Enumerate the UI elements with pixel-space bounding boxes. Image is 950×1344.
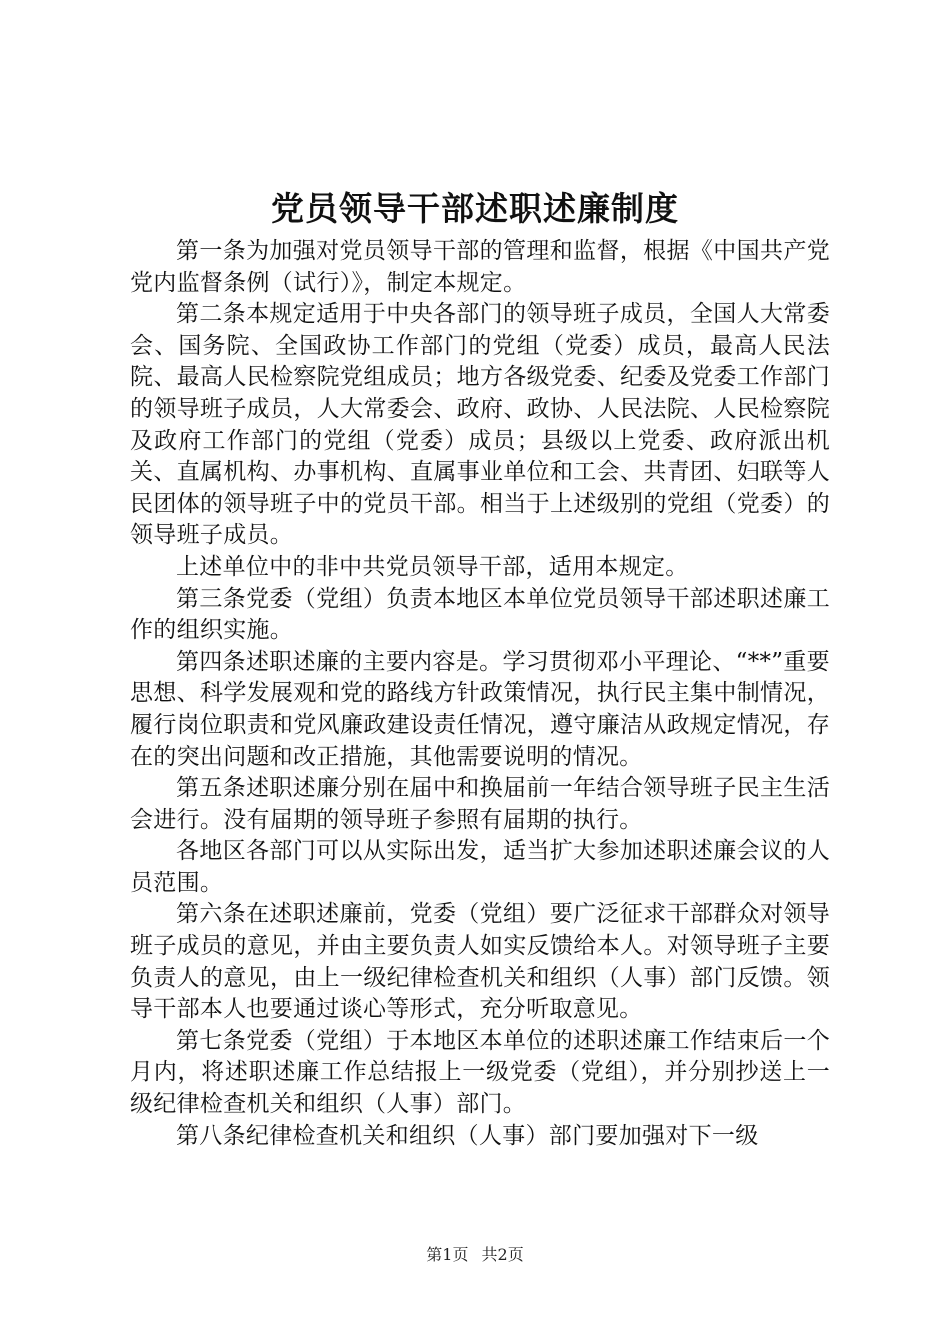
paragraph-article-6: 第六条在述职述廉前，党委（党组）要广泛征求干部群众对领导班子成员的意见，并由主要负责人如实反馈给本人。对领导班子主要负责人的意见，由上一级纪律检查机关和组织（人事）部门反馈。领导干部本人也要通过谈心等形式，充分听取意见。 [130, 901, 830, 1023]
document-body [130, 236, 830, 1152]
paragraph-article-8: 第八条纪律检查机关和组织（人事）部门要加强对下一级 [176, 1122, 759, 1149]
paragraph-article-5-note: 各地区各部门可以从实际出发，适当扩大参加述职述廉会议的人员范围。 [130, 838, 830, 896]
paragraph-article-2-note: 上述单位中的非中共党员领导干部，适用本规定。 [176, 553, 689, 580]
document-title: 党员领导干部述职述廉制度 [271, 189, 679, 228]
paragraph-article-4: 第四条述职述廉的主要内容是。学习贯彻邓小平理论、“**”重要思想、科学发展观和党的路线方针政策情况，执行民主集中制情况，履行岗位职责和党风廉政建设责任情况，遵守廉洁从政规定情况，存在的突出问题和改正措施，其他需要说明的情况。 [130, 648, 830, 770]
page-footer [0, 1244, 950, 1266]
paragraph-article-7: 第七条党委（党组）于本地区本单位的述职述廉工作结束后一个月内，将述职述廉工作总结报上一级党委（党组），并分别抄送上一级纪律检查机关和组织（人事）部门。 [130, 1027, 830, 1118]
page-number-current: 第1页 [426, 1245, 469, 1264]
paragraph-article-2: 第二条本规定适用于中央各部门的领导班子成员，全国人大常委会、国务院、全国政协工作部门的党组（党委）成员，最高人民法院、最高人民检察院党组成员；地方各级党委、纪委及党委工作部门的领导班子成员，人大常委会、政府、政协、人民法院、人民检察院及政府工作部门的党组（党委）成员；县级以上党委、政府派出机关、直属机构、办事机构、直属事业单位和工会、共青团、妇联等人民团体的领导班子中的党员干部。相当于上述级别的党组（党委）的领导班子成员。 [130, 301, 830, 549]
paragraph-article-5: 第五条述职述廉分别在届中和换届前一年结合领导班子民主生活会进行。没有届期的领导班子参照有届期的执行。 [130, 775, 830, 833]
paragraph-article-3: 第三条党委（党组）负责本地区本单位党员领导干部述职述廉工作的组织实施。 [130, 585, 830, 644]
page-number-total: 共2页 [481, 1245, 524, 1264]
paragraph-article-1: 第一条为加强对党员领导干部的管理和监督，根据《中国共产党党内监督条例（试行）》，制定本规定。 [130, 238, 830, 296]
